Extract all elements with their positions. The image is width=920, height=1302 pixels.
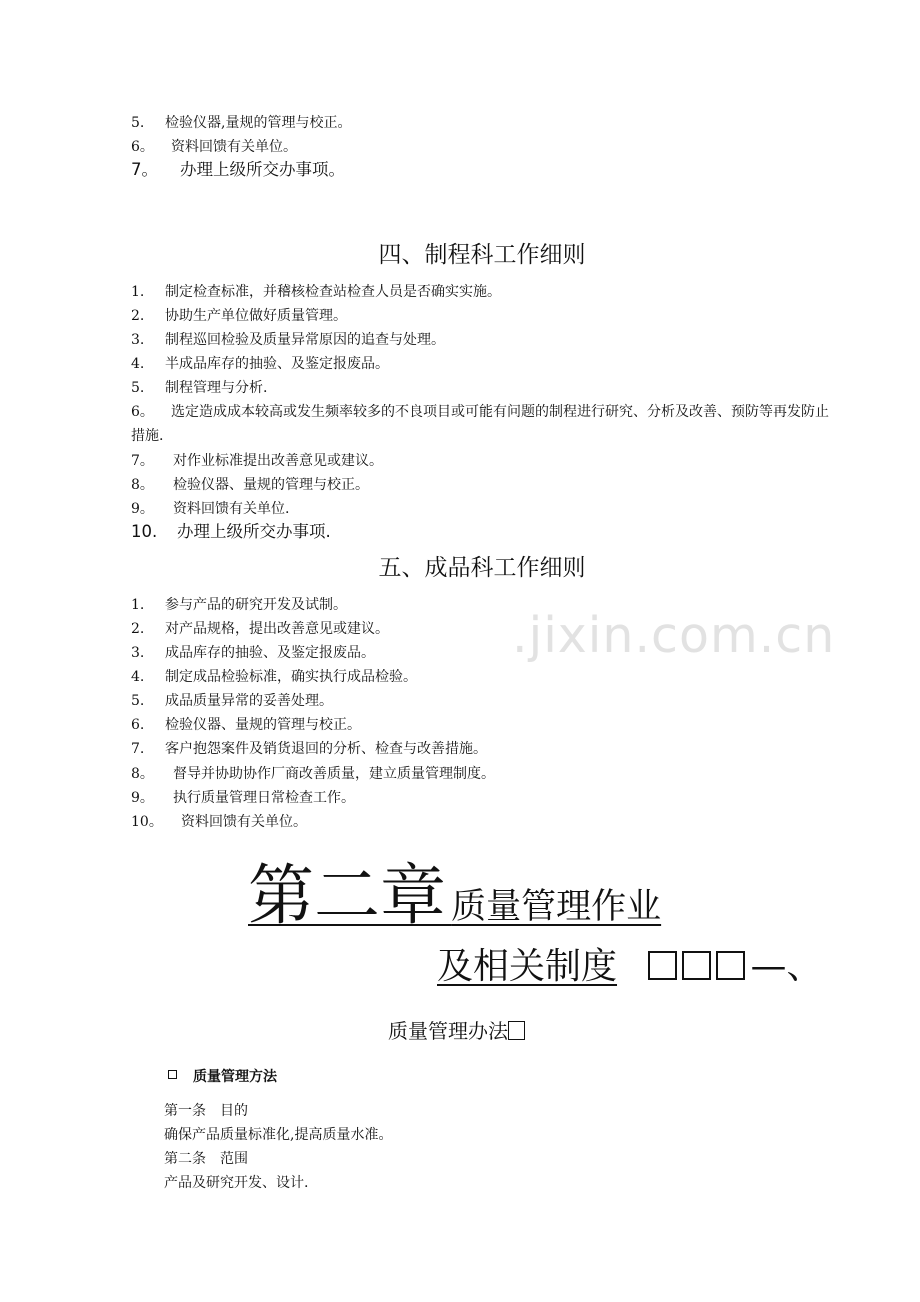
chapter-title-continued: 及相关制度 [437,946,618,987]
list-item: 7。 对作业标准提出改善意见或建议。 [131,453,383,469]
list-item: 5. 检验仪器,量规的管理与校正。 [131,115,352,131]
list-item: 9。 资料回馈有关单位. [131,501,290,517]
watermark: .jixin.com.cn [512,607,836,664]
chapter-number: 第二章 [248,857,446,934]
list-item: 8。 检验仪器、量规的管理与校正。 [131,477,369,493]
placeholder-box-icon [682,951,711,980]
list-item: 1. 参与产品的研究开发及试制。 [131,597,347,613]
list-item: 5. 制程管理与分析. [131,380,268,396]
list-item: 9。 执行质量管理日常检查工作。 [131,790,355,806]
placeholder-box-icon [508,1021,525,1040]
list-item-wrapped: 6。 选定造成成本较高或发生频率较多的不良项目或可能有问题的制程进行研究、分析及改善、预防等再发防止措施. [131,404,829,444]
list-item: 1. 制定检查标准，并稽核检查站检查人员是否确实实施。 [131,284,501,300]
chapter-title-line2 [437,938,822,989]
chapter-title-tail: —、 [750,946,823,987]
list-item: 4. 半成品库存的抽验、及鉴定报废品。 [131,356,389,372]
chapter-subject: 质量管理作业 [451,887,662,927]
chapter-title [248,842,661,937]
article-line: 第一条 目的 [164,1103,248,1119]
list-item: 5. 成品质量异常的妥善处理。 [131,693,333,709]
list-item: 7。 办理上级所交办事项。 [131,160,345,179]
method-title: 质量管理办法 [388,1015,525,1044]
list-item: 3. 成品库存的抽验、及鉴定报废品。 [131,645,375,661]
article-line: 第二条 范围 [164,1151,248,1167]
placeholder-box-icon [716,951,745,980]
article-line: 产品及研究开发、设计. [164,1175,309,1191]
placeholder-box-icon [648,951,677,980]
list-item: 2. 对产品规格，提出改善意见或建议。 [131,621,389,637]
list-item: 10。 资料回馈有关单位。 [131,814,307,830]
article-line: 确保产品质量标准化,提高质量水准。 [164,1127,393,1143]
list-item: 6. 检验仪器、量规的管理与校正。 [131,717,361,733]
list-item: 8。 督导并协助协作厂商改善质量，建立质量管理制度。 [131,766,495,782]
list-item: 6。 资料回馈有关单位。 [131,139,297,155]
list-item: 2. 协助生产单位做好质量管理。 [131,308,347,324]
list-item: 4. 制定成品检验标准，确实执行成品检验。 [131,669,417,685]
list-item: 10. 办理上级所交办事项. [131,522,331,541]
section-heading: 五、成品科工作细则 [378,555,586,581]
section-heading: 四、制程科工作细则 [378,242,586,268]
list-item: 3. 制程巡回检验及质量异常原因的追查与处理。 [131,332,445,348]
bullet-box-icon [168,1070,177,1079]
subsection-heading: 质量管理方法 [168,1066,277,1086]
list-item: 7. 客户抱怨案件及销货退回的分析、检查与改善措施。 [131,741,487,757]
